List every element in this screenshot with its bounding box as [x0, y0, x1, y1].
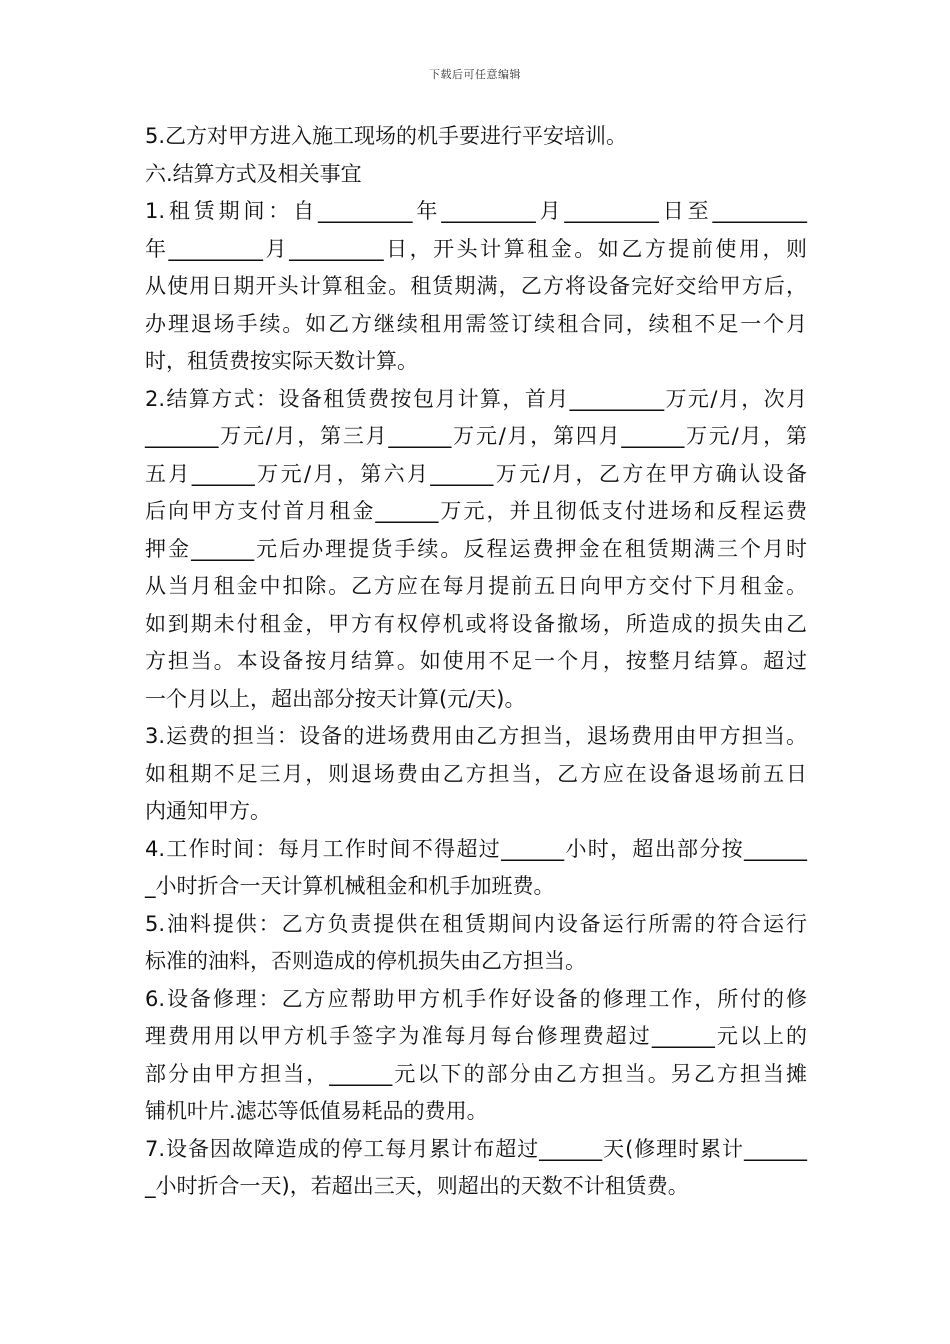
text-line: 理费用用以甲方机手签字为准每月每台修理费超过______元以上的 — [145, 1024, 807, 1048]
text-line: 6.设备修理：乙方应帮助甲方机手作好设备的修理工作，所付的修 — [145, 986, 807, 1011]
text-line: 六.结算方式及相关事宜 — [145, 161, 362, 186]
text-line: _______万元/月，第三月______万元/月，第四月______万元/月，第 — [145, 424, 807, 448]
contract-body — [145, 118, 807, 1206]
text-line: 标准的油料，否则造成的停机损失由乙方担当。 — [145, 949, 586, 973]
text-line: 后向甲方支付首月租金______万元，并且彻低支付进场和反程运费 — [145, 499, 807, 523]
text-line: 如租期不足三月，则退场费由乙方担当，乙方应在设备退场前五日 — [145, 761, 807, 786]
text-line: 时，租赁费按实际天数计算。 — [145, 349, 418, 373]
text-line: 年_________月_________日，开头计算租金。如乙方提前使用，则 — [145, 236, 807, 261]
text-line: 2.结算方式：设备租赁费按包月计算，首月_________万元/月，次月 — [145, 386, 807, 411]
text-line: 7.设备因故障造成的停工每月累计布超过______天(修理时累计______ — [145, 1136, 807, 1161]
text-line: 5.油料提供：乙方负责提供在租赁期间内设备运行所需的符合运行 — [145, 911, 807, 936]
text-line: 4.工作时间：每月工作时间不得超过______小时，超出部分按______ — [145, 836, 807, 861]
text-line: 内通知甲方。 — [145, 799, 271, 823]
text-line: 方担当。本设备按月结算。如使用不足一个月，按整月结算。超过 — [145, 649, 807, 673]
text-line: 铺机叶片.滤芯等低值易耗品的费用。 — [145, 1099, 488, 1123]
text-line: _小时折合一天)，若超出三天，则超出的天数不计租赁费。 — [145, 1174, 689, 1198]
text-line: 办理退场手续。如乙方继续租用需签订续租合同，续租不足一个月 — [145, 311, 807, 336]
page-header-note: 下载后可任意编辑 — [429, 68, 521, 81]
text-line: 1.租赁期间：自_________年_________月_________日至_________ — [145, 199, 807, 223]
text-line: 5.乙方对甲方进入施工现场的机手要进行平安培训。 — [145, 124, 628, 148]
text-line: 从使用日期开头计算租金。租赁期满，乙方将设备完好交给甲方后， — [145, 274, 807, 298]
text-line: _小时折合一天计算机械租金和机手加班费。 — [145, 874, 555, 898]
text-line: 五月______万元/月，第六月______万元/月，乙方在甲方确认设备 — [145, 461, 807, 486]
text-line: 从当月租金中扣除。乙方应在每月提前五日向甲方交付下月租金。 — [145, 574, 807, 598]
text-line: 一个月以上，超出部分按天计算(元/天)。 — [145, 686, 526, 711]
text-line: 部分由甲方担当，______元以下的部分由乙方担当。另乙方担当摊 — [145, 1061, 807, 1086]
text-line: 3.运费的担当：设备的进场费用由乙方担当，退场费用由甲方担当。 — [145, 724, 807, 748]
text-line: 如到期未付租金，甲方有权停机或将设备撤场，所造成的损失由乙 — [145, 611, 807, 636]
text-line: 押金______元后办理提货手续。反程运费押金在租赁期满三个月时 — [145, 536, 807, 561]
